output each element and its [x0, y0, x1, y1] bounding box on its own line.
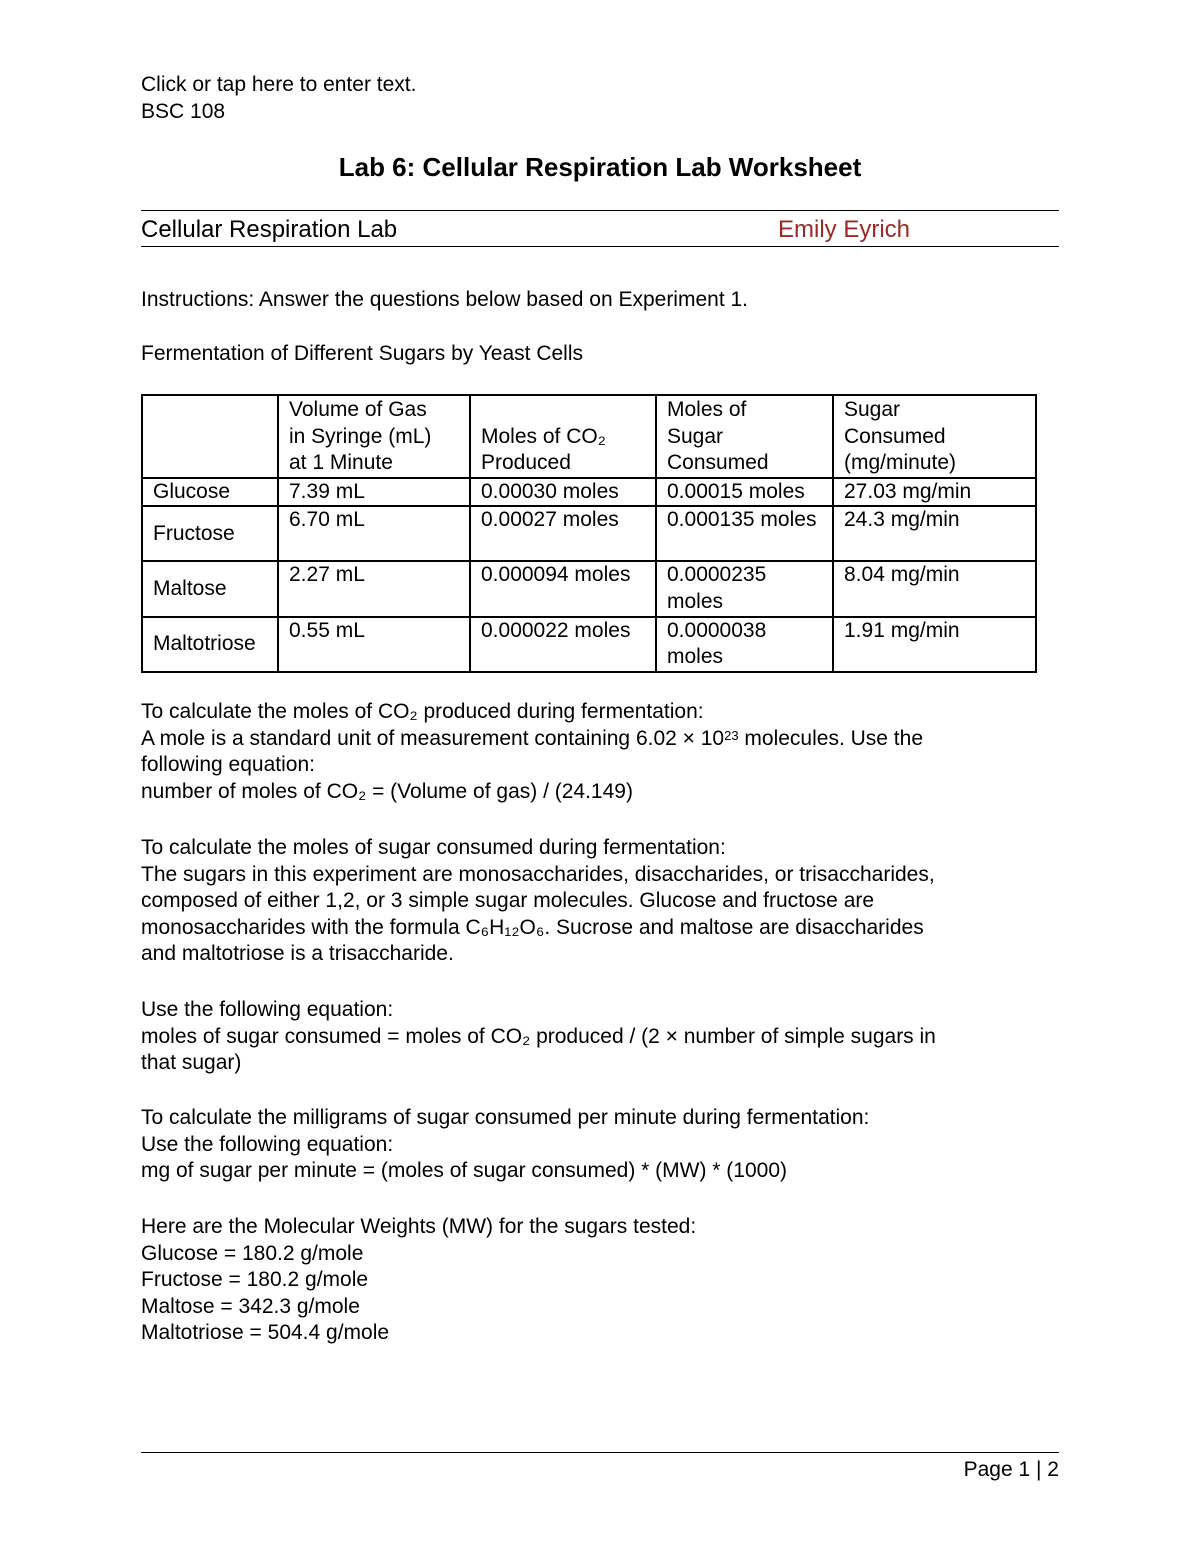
- table-row: [142, 506, 1036, 561]
- header-cell-co2: Moles of CO₂ Produced: [470, 395, 656, 478]
- footer-rule: [141, 1452, 1059, 1453]
- mole-definition: A mole is a standard unit of measurement containing $6.02 \times 10^{23}$ molecules. Use the: [141, 726, 923, 750]
- co2-equation: number of moles of CO₂ = (Volume of gas) / (24.149): [141, 779, 633, 803]
- student-name: Emily Eyrich: [778, 216, 911, 243]
- cell-co2: 0.00027 moles: [470, 506, 656, 561]
- cell-mg-min: 24.3 mg/min: [833, 506, 1036, 561]
- table-row: [142, 478, 1036, 507]
- title-top-rule: [141, 210, 1059, 211]
- table-row: [142, 561, 1036, 616]
- equation-line: moles of sugar consumed = moles of CO₂ produced / (2 × number of simple sugars in: [141, 1024, 936, 1048]
- cell-mg-min: 8.04 mg/min: [833, 561, 1036, 616]
- table-row: [142, 617, 1036, 672]
- fermentation-table: [141, 394, 1037, 673]
- equation-section: [141, 997, 936, 1077]
- table-caption: Fermentation of Different Sugars by Yeast Cells: [141, 342, 584, 365]
- sugar-paragraph-line: composed of either 1,2, or 3 simple sugar molecules. Glucose and fructose are: [141, 889, 875, 913]
- mg-section: [141, 1105, 869, 1185]
- page-number: Page 1 | 2: [963, 1458, 1059, 1481]
- table-header-row: [142, 395, 1036, 478]
- row-sugar-name: Maltose: [142, 561, 278, 616]
- equation-line: that sugar): [141, 1051, 242, 1075]
- course-code: BSC 108: [141, 99, 226, 123]
- page-header: [141, 72, 416, 125]
- co2-heading: To calculate the moles of CO₂ produced during fermentation:: [141, 700, 704, 723]
- instructions: Instructions: Answer the questions below based on Experiment 1.: [141, 288, 749, 311]
- cell-volume: 6.70 mL: [278, 506, 470, 561]
- mole-definition-cont: following equation:: [141, 753, 315, 777]
- mg-equation: mg of sugar per minute = (moles of sugar consumed) * (MW) * (1000): [141, 1159, 787, 1183]
- mg-line: Use the following equation:: [141, 1132, 394, 1156]
- header-cell-volume: Volume of Gas in Syringe (mL) at 1 Minute: [278, 395, 470, 478]
- header-cell-blank: [142, 395, 278, 478]
- header-cell-moles-sugar: Moles of Sugar Consumed: [656, 395, 833, 478]
- mw-heading: Here are the Molecular Weights (MW) for the sugars tested:: [141, 1215, 697, 1238]
- mw-section: [141, 1214, 696, 1347]
- row-sugar-name: Maltotriose: [142, 617, 278, 672]
- sugar-paragraph-line: The sugars in this experiment are monosaccharides, disaccharides, or trisaccharides,: [141, 862, 935, 886]
- cell-moles-sugar: 0.000135 moles: [656, 506, 833, 561]
- co2-section: [141, 699, 923, 805]
- page-title: Lab 6: Cellular Respiration Lab Worksheet: [338, 152, 862, 182]
- equation-heading: Use the following equation:: [141, 998, 394, 1021]
- mw-item: Maltotriose = 504.4 g/mole: [141, 1321, 390, 1345]
- text-placeholder[interactable]: Click or tap here to enter text.: [141, 73, 417, 96]
- sugar-heading: To calculate the moles of sugar consumed during fermentation:: [141, 836, 726, 859]
- sugar-paragraph-line: monosaccharides with the formula C₆H₁₂O₆. Sucrose and maltose are disaccharides: [141, 915, 924, 939]
- lab-name: Cellular Respiration Lab: [141, 216, 398, 243]
- cell-moles-sugar: 0.00015 moles: [656, 478, 833, 507]
- row-sugar-name: Fructose: [142, 506, 278, 561]
- cell-moles-sugar: 0.0000038 moles: [656, 617, 833, 672]
- sugar-section: [141, 835, 935, 968]
- cell-mg-min: 27.03 mg/min: [833, 478, 1036, 507]
- cell-co2: 0.000022 moles: [470, 617, 656, 672]
- subtitle-row: [141, 214, 1059, 246]
- mw-item: Fructose = 180.2 g/mole: [141, 1268, 369, 1292]
- cell-mg-min: 1.91 mg/min: [833, 617, 1036, 672]
- cell-volume: 7.39 mL: [278, 478, 470, 507]
- cell-moles-sugar: 0.0000235 moles: [656, 561, 833, 616]
- cell-co2: 0.000094 moles: [470, 561, 656, 616]
- cell-volume: 2.27 mL: [278, 561, 470, 616]
- sugar-paragraph-line: and maltotriose is a trisaccharide.: [141, 942, 454, 966]
- title-bottom-rule: [141, 246, 1059, 247]
- mw-item: Maltose = 342.3 g/mole: [141, 1294, 360, 1318]
- cell-co2: 0.00030 moles: [470, 478, 656, 507]
- header-cell-mg-min: Sugar Consumed (mg/minute): [833, 395, 1036, 478]
- mg-heading: To calculate the milligrams of sugar consumed per minute during fermentation:: [141, 1106, 870, 1129]
- mw-item: Glucose = 180.2 g/mole: [141, 1241, 364, 1265]
- row-sugar-name: Glucose: [142, 478, 278, 507]
- cell-volume: 0.55 mL: [278, 617, 470, 672]
